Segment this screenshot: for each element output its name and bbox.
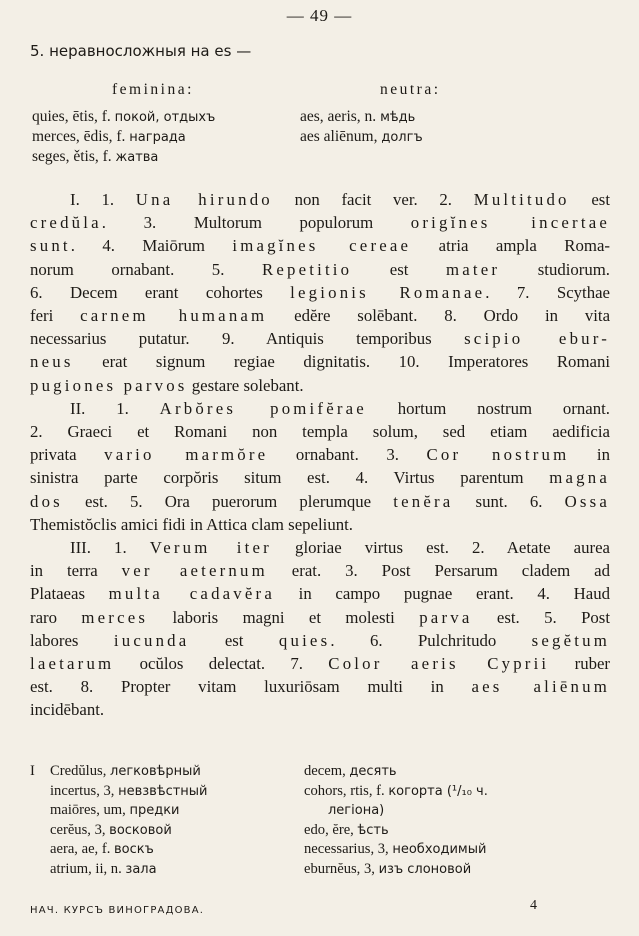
vocab-entry <box>304 801 614 821</box>
text-line <box>30 675 610 698</box>
latin-word: merces, ēdis, f. <box>32 128 126 145</box>
russian-gloss: изъ слоновой <box>378 861 472 877</box>
emphasized-phrase: Verum iter <box>149 538 272 558</box>
text-line <box>30 466 610 489</box>
vocab-entry <box>30 821 300 841</box>
latin-word: edo, ĕre, <box>304 821 354 838</box>
sheet-number: 4 <box>530 898 537 913</box>
text-run: I. 1. <box>70 190 136 209</box>
text-line <box>30 536 610 559</box>
russian-gloss: зала <box>125 861 157 877</box>
text-run: . 7. Scythae <box>485 282 610 302</box>
text-run: erat. 3. Post Persarum cladem ad <box>267 561 611 581</box>
text-run: 6. Decem erant cohortes <box>30 282 291 302</box>
text-line <box>30 559 610 582</box>
text-line <box>30 513 610 536</box>
text-line <box>30 304 610 327</box>
latin-word: eburnĕus, 3, <box>304 860 375 877</box>
vocab-entry <box>30 860 300 880</box>
latin-word: maiōres, um, <box>50 802 126 819</box>
emphasized-phrase: segĕtum <box>531 630 610 650</box>
text-run: non facit ver. 2. <box>272 190 474 209</box>
text-run: ornabant. 3. <box>268 445 427 465</box>
text-run: est. 5. Ora puerorum plerumque <box>62 491 394 511</box>
text-run: sinistra parte corpŏris situm est. 4. Virtus parentum <box>30 468 550 488</box>
russian-gloss: награда <box>129 130 186 145</box>
text-run: in campo pugnae erant. 4. Haud <box>274 584 610 604</box>
text-run: Themistŏclis amici fidi in Attica clam sepeliunt. <box>30 514 353 534</box>
russian-gloss: ѣсть <box>357 822 389 838</box>
emphasized-phrase: merces <box>81 607 149 627</box>
latin-word: seges, ětis, f. <box>32 148 112 165</box>
text-run: ocŭlos delectat. 7. <box>114 654 329 674</box>
text-run: labores <box>30 630 114 650</box>
emphasized-phrase: neus <box>30 352 74 372</box>
text-run: necessarius putatur. 9. Antiquis temporibus <box>30 329 465 349</box>
vocab-entry <box>30 840 300 860</box>
text-run: III. 1. <box>70 538 150 558</box>
page-number: — 49 — <box>286 6 353 25</box>
emphasized-phrase: legionis Romanae <box>290 282 486 302</box>
text-run: laboris magni et molesti <box>148 607 420 627</box>
text-run: . 4. Maiōrum <box>70 236 233 256</box>
latin-word: incertus, 3, <box>50 782 115 799</box>
feminina-row <box>32 147 302 167</box>
russian-gloss: жатва <box>115 150 159 165</box>
emphasized-phrase: pugiones parvos <box>30 375 188 395</box>
neutra-column <box>300 80 620 147</box>
text-line <box>30 234 610 257</box>
text-run: II. 1. <box>70 398 160 418</box>
russian-gloss: легіона) <box>328 803 385 819</box>
emphasized-phrase: Arbŏres pomifĕrae <box>159 398 367 418</box>
text-run: sunt. 6. <box>453 491 565 511</box>
text-run: feri <box>30 306 81 326</box>
text-run: edĕre solēbant. 8. Ordo in vita <box>267 306 611 326</box>
latin-word: aera, ae, f. <box>50 841 111 858</box>
text-line <box>30 582 610 605</box>
russian-gloss: когорта (¹/₁₀ ч. <box>388 783 488 799</box>
text-line <box>30 652 610 675</box>
section-mark: I <box>30 763 35 779</box>
text-run: in <box>569 445 610 465</box>
latin-word: necessarius, 3, <box>304 841 389 858</box>
emphasized-phrase: quies <box>278 630 331 650</box>
emphasized-phrase: carnem humanam <box>80 306 268 326</box>
text-line <box>30 606 610 629</box>
text-run: est. 8. Propter vitam luxuriōsam multi in <box>30 677 472 697</box>
text-run: est <box>569 190 610 209</box>
text-run: est <box>352 259 446 279</box>
text-line <box>30 698 610 721</box>
text-line <box>30 443 610 466</box>
russian-gloss: невзвѣстный <box>118 783 208 799</box>
russian-gloss: необходимый <box>392 842 487 858</box>
emphasized-phrase: sunt <box>30 236 71 256</box>
vocabulary-left <box>30 762 300 880</box>
text-run: gestare solebant. <box>187 375 304 395</box>
footer-signature: НАЧ. КУРСЪ ВИНОГРАДОВА. <box>30 905 205 916</box>
emphasized-phrase: imagĭnes cereae <box>232 236 412 256</box>
text-run: atria ampla Roma- <box>411 236 610 256</box>
text-run: . 3. Multorum populorum <box>101 213 411 233</box>
latin-word: aes, aeris, n. <box>300 108 377 125</box>
text-run: incidēbant. <box>30 700 105 720</box>
emphasized-phrase: dos <box>30 491 63 511</box>
emphasized-phrase: scipio ebur- <box>464 329 610 349</box>
emphasized-phrase: Color aeris Cyprii <box>328 654 550 674</box>
vocab-entry <box>30 801 300 821</box>
text-run: Plataeas <box>30 584 109 604</box>
emphasized-phrase: multa cadavĕra <box>108 584 275 604</box>
text-run: in terra <box>30 561 122 581</box>
text-run: . 6. Pulchritudo <box>330 630 532 650</box>
emphasized-phrase: ver aeternum <box>121 561 268 581</box>
russian-gloss: мѣдь <box>380 110 416 125</box>
latin-word: decem, <box>304 763 346 779</box>
latin-word: cerĕus, 3, <box>50 821 106 838</box>
vocab-entry <box>30 782 300 802</box>
emphasized-phrase: vario marmŏre <box>104 445 269 465</box>
russian-gloss: воскъ <box>114 842 154 858</box>
text-run: erat signum regiae dignitatis. 10. Imperatores Romani <box>73 352 610 372</box>
emphasized-phrase: Una hirundo <box>135 190 273 209</box>
text-line <box>30 420 610 443</box>
russian-gloss: восковой <box>109 822 172 838</box>
vocabulary-right <box>304 762 614 880</box>
vocab-entry <box>304 782 614 802</box>
latin-word: aes aliēnum, <box>300 128 378 145</box>
text-line <box>30 490 610 513</box>
emphasized-phrase: Multitudo <box>473 190 570 209</box>
russian-gloss: десять <box>349 764 397 779</box>
text-line <box>30 258 610 281</box>
vocab-entry <box>304 821 614 841</box>
text-line <box>30 188 610 211</box>
text-run: hortum nostrum ornant. <box>366 398 610 418</box>
text-run: gloriae virtus est. 2. Aetate aurea <box>271 538 610 558</box>
emphasized-phrase: laetarum <box>30 654 115 674</box>
section-heading: 5. неравносложныя на es — <box>30 42 252 60</box>
neutra-row <box>300 127 620 147</box>
russian-gloss: покой, отдыхъ <box>114 110 216 125</box>
text-run: privata <box>30 445 105 465</box>
latin-word: Credŭlus, <box>50 763 107 779</box>
latin-word: quies, ētis, f. <box>32 108 111 125</box>
russian-gloss: долгъ <box>381 130 423 145</box>
feminina-row <box>32 107 302 127</box>
text-line <box>30 350 610 373</box>
text-line <box>30 397 610 420</box>
text-line <box>30 327 610 350</box>
emphasized-phrase: Ossa <box>564 491 610 511</box>
vocab-entry <box>30 762 300 782</box>
vocab-entry <box>304 840 614 860</box>
text-run: ruber <box>549 654 611 674</box>
text-line <box>30 281 610 304</box>
vocab-entry <box>304 860 614 880</box>
text-run: est. 5. Post <box>472 607 610 627</box>
text-run: raro <box>30 607 82 627</box>
text-line <box>30 374 610 397</box>
neutra-title: neutra: <box>380 81 441 98</box>
text-run: norum ornabant. 5. <box>30 259 262 279</box>
neutra-row <box>300 107 620 127</box>
latin-word: cohors, rtis, f. <box>304 782 385 799</box>
russian-gloss: легковѣрный <box>110 764 201 779</box>
emphasized-phrase: iucunda <box>113 630 190 650</box>
vocab-entry <box>304 762 614 782</box>
text-run: 2. Graeci et Romani non templa solum, sed etiam aedificia <box>30 422 610 442</box>
emphasized-phrase: Cor nostrum <box>426 445 570 465</box>
emphasized-phrase: tenĕra <box>393 491 454 511</box>
emphasized-phrase: aes aliēnum <box>471 677 610 697</box>
russian-gloss: предки <box>129 803 180 819</box>
emphasized-phrase: mater <box>446 259 501 279</box>
text-run: studiorum. <box>500 259 610 279</box>
feminina-row <box>32 127 302 147</box>
text-line <box>30 629 610 652</box>
exercise-text <box>30 188 610 722</box>
latin-word: atrium, ii, n. <box>50 860 122 877</box>
emphasized-phrase: Repetitio <box>261 259 353 279</box>
emphasized-phrase: parva <box>419 607 473 627</box>
emphasized-phrase: magna <box>549 468 610 488</box>
text-line <box>30 211 610 234</box>
emphasized-phrase: origĭnes incertae <box>410 213 610 233</box>
feminina-title: feminina: <box>112 81 194 98</box>
emphasized-phrase: credŭla <box>30 213 102 233</box>
text-run: est <box>189 630 279 650</box>
feminina-column <box>32 80 302 167</box>
